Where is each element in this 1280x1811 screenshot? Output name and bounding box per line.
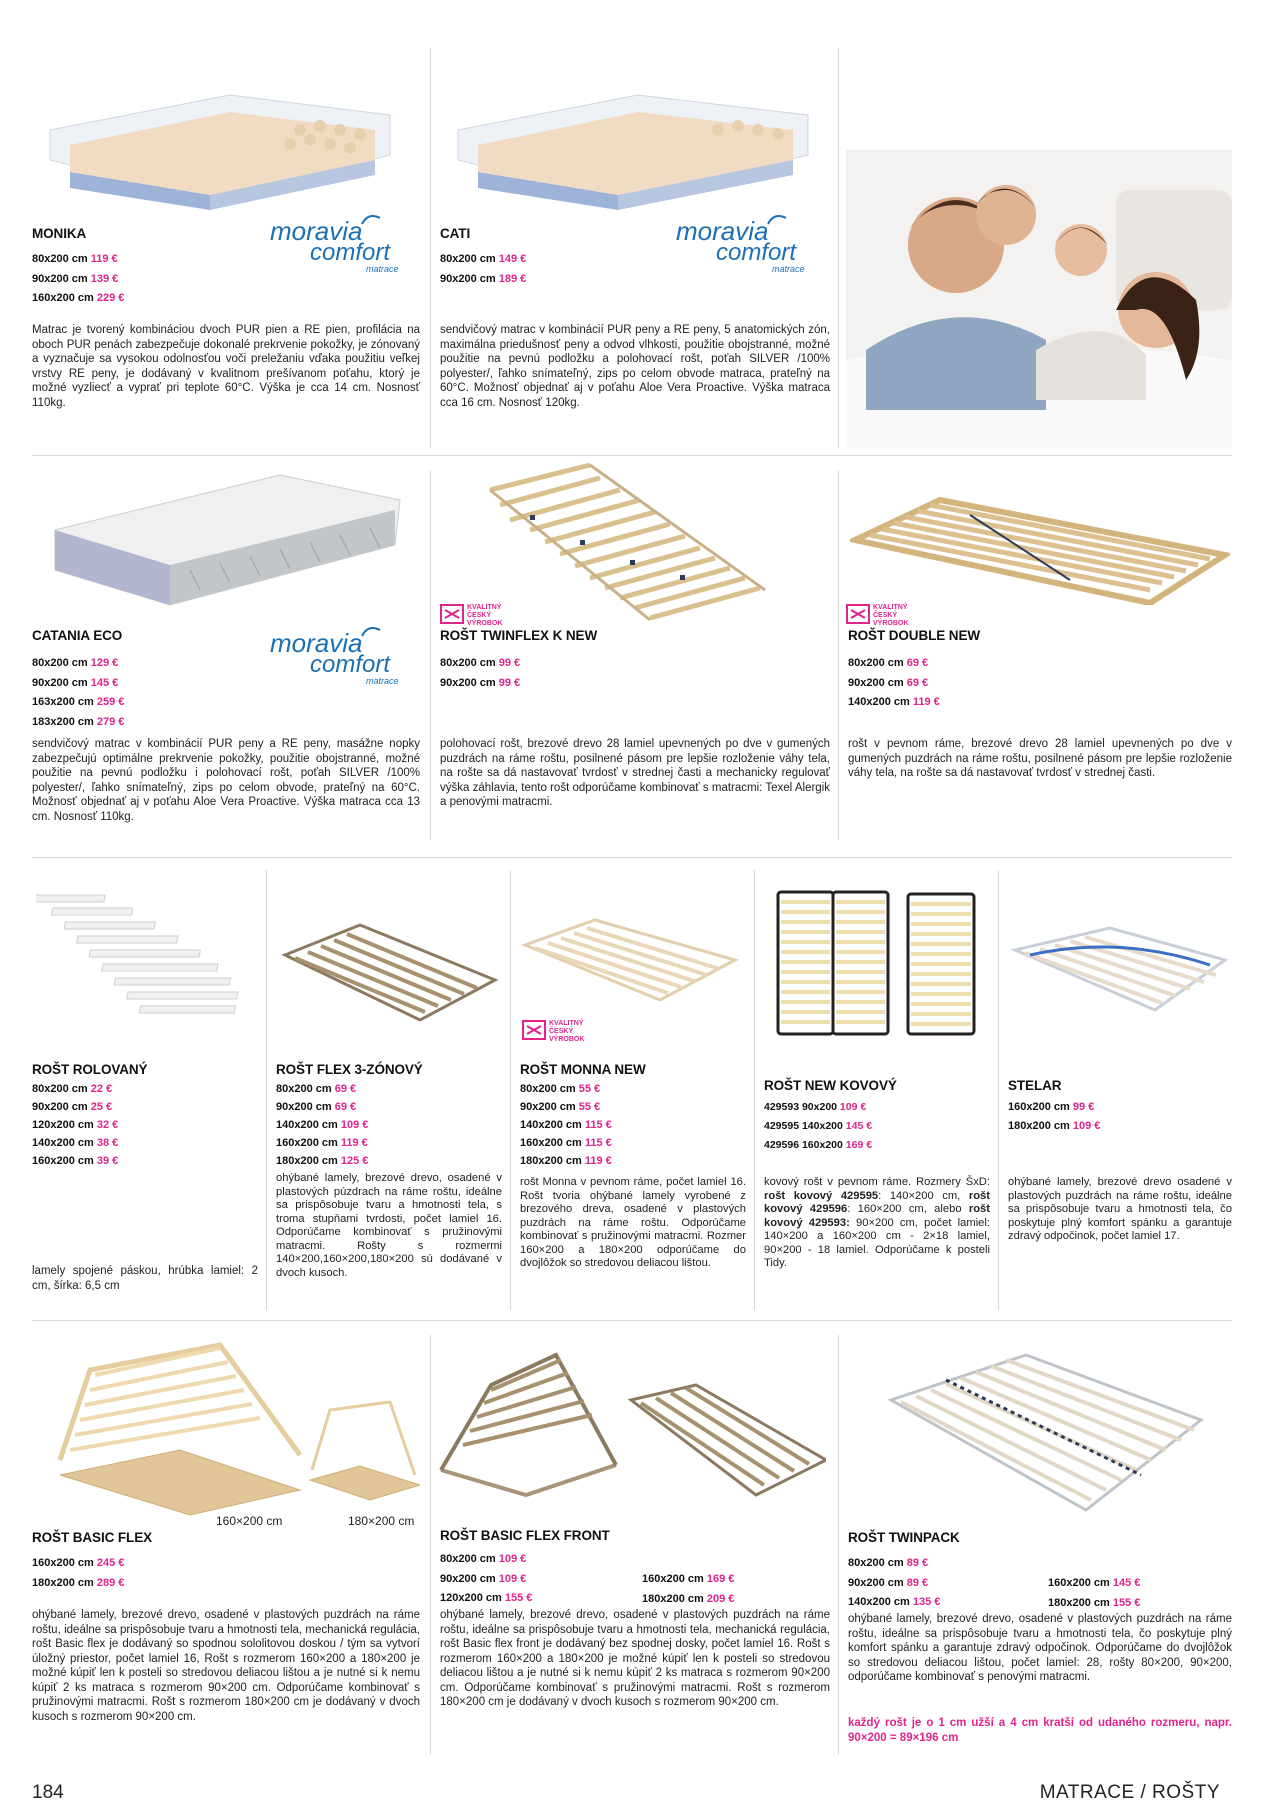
product-description: ohýbané lamely, brezové drevo osadené v plastových puzdrách na ráme roštu, ideálne sa prispôsobuje tvaru a hmotnosti tela, čo poskytuje plný komfort spánku a garantuje zdravý odpočinok, počet lamiel 17.: [1008, 1176, 1232, 1242]
metal-slatted-frame-image: [772, 888, 982, 1038]
divider: [430, 470, 431, 840]
product-description: kovový rošt v pevnom ráme. Rozmery ŠxD: rošt kovový 429595: 140×200 cm, rošt kovový 429596: 160×200 cm, alebo rošt kovový 429593: 90×200 cm, počet lamiel: 140×200 a 160×200 cm - 2×18 lamiel, 90×200 - 18 lamiel. Odporúčame k posteli Tidy.: [764, 1176, 990, 1269]
divider: [266, 870, 267, 1310]
svg-text:matrace: matrace: [772, 264, 805, 272]
product-name: ROŠT MONNA NEW: [520, 1062, 646, 1077]
product-description: Matrac je tvorený kombináciou dvoch PUR pien a RE pien, profilácia na oboch PUR penách zabezpečuje dokonalé prekrvenie pokožky, je zónovaný a vyznačuje sa vysokou odolnosťou voči preležaniu vďaka použitiu veľkej vrstvy RE peny, je dodávaný v kvalitnom prešívanom poťahu, ktorý je možné vyzliecť a vyprať pri teplote 60°C. Výška je cca 14 cm. Nosnosť 110kg.: [32, 324, 420, 409]
price-list: 80x200 cm 69 € 90x200 cm 69 € 140x200 cm 119 €: [848, 657, 940, 708]
size-note: každý rošt je o 1 cm užší a 4 cm kratší od udaného rozmeru, napr. 90×200 = 89×196 cm: [848, 1717, 1232, 1744]
family-photo: [846, 150, 1232, 448]
product-name: MONIKA: [32, 226, 87, 241]
basic-flex-frame-image: [50, 1340, 420, 1520]
monika-mattress-image: [30, 60, 410, 210]
divider: [998, 870, 999, 1310]
czech-quality-badge: [846, 600, 936, 630]
svg-text:moravia: moravia: [676, 216, 769, 246]
basic-flex-front-image: [436, 1345, 826, 1510]
stelar-slatted-frame-image: [1010, 925, 1230, 1015]
page-number: 184: [32, 1782, 64, 1803]
divider: [838, 48, 839, 448]
product-name: ROŠT TWINPACK: [848, 1530, 960, 1545]
price-list: 80x200 cm 99 € 90x200 cm 99 €: [440, 657, 521, 689]
svg-text:ČESKÝ: ČESKÝ: [467, 612, 492, 619]
price-list: 160x200 cm 169 € 180x200 cm 209 €: [642, 1573, 735, 1605]
divider: [32, 455, 1232, 456]
svg-text:KVALITNÝ: KVALITNÝ: [873, 604, 908, 611]
twinpack-frame-image: [886, 1350, 1206, 1515]
czech-quality-badge: [522, 1016, 612, 1046]
product-name: CATI: [440, 226, 471, 241]
double-slatted-frame-image: [850, 495, 1230, 605]
divider: [430, 1335, 431, 1755]
price-list: 80x200 cm 69 € 90x200 cm 69 € 140x200 cm 109 € 160x200 cm 119 € 180x200 cm 125 €: [276, 1083, 369, 1167]
svg-text:moravia: moravia: [270, 216, 363, 246]
price-list: 80x200 cm 109 € 90x200 cm 109 € 120x200 cm 155 €: [440, 1553, 533, 1604]
svg-text:comfort: comfort: [310, 239, 391, 266]
product-description: sendvičový matrac v kombinácií PUR peny a RE peny, 5 anatomických zón, maximálna priedušnosť peny a odvod vlhkosti, použitie obojstranné, možné použitie na pevnú podložku a polohovací rošt, poťah SILVER /100% polyester/, ľahko snímateľný, zips po celom obvode matraca, prateľný na 60°C. Možnosť objednať aj v poťahu Aloe Vera Proactive. Výška matraca cca 16 cm. Nosnosť 120kg.: [440, 324, 830, 409]
section-title: MATRACE / ROŠTY: [1039, 1782, 1220, 1803]
divider: [838, 470, 839, 840]
product-description: sendvičový matrac v kombinácií PUR peny a RE peny, masážne nopky zabezpečujú optimálne prekrvenie pokožky, použitie obojstranné, možné použitie na pevnú podložku i polohovací rošt, poťah SILVER /100% polyester/, ľahko snímateľný, zips po celom obvode, prateľný na 60°C. Možnosť objednať aj v poťahu Aloe Vera Proactive. Výška matraca cca 13 cm. Nosnosť 110kg.: [32, 738, 420, 823]
product-name: ROŠT ROLOVANÝ: [32, 1062, 148, 1077]
flex3-slatted-frame-image: [280, 920, 500, 1030]
product-description: lamely spojené páskou, hrúbka lamiel: 2 cm, šírka: 6,5 cm: [32, 1265, 258, 1292]
price-list: 80x200 cm 22 € 90x200 cm 25 € 120x200 cm 32 € 140x200 cm 38 € 160x200 cm 39 €: [32, 1083, 119, 1167]
svg-text:VÝROBOK: VÝROBOK: [873, 620, 909, 627]
svg-text:VÝROBOK: VÝROBOK: [549, 1036, 585, 1043]
svg-text:ČESKÝ: ČESKÝ: [549, 1028, 574, 1035]
size-caption: 160×200 cm: [216, 1514, 283, 1528]
product-description: rošt Monna v pevnom ráme, počet lamiel 16. Rošt tvoria ohýbané lamely vyrobené z brezového dreva, osadené v plastových puzdrách na ráme roštu. Odporúčame kombinovať s pružinovými matracmi. Rozmer 160×200 a 180×200 odporúčame do dvojlôžok so stredovou deliacou lištou.: [520, 1176, 746, 1269]
product-description: ohýbané lamely, brezové drevo, osadené v plastových puzdrách na ráme roštu, ideálne sa prispôsobuje tvaru a hmotnosti tela, mechanická regulácia, rošt Basic flex je dodávaný so spodnou sololitovou doskou / tým sa vytvorí úložný priestor, počet lamiel 16, Rošt s rozmerom 160×200 a 180×200 je možné kúpiť len k posteli so stredovou deliacou lištou a je nutné si k nemu kúpiť 2 ks matraca s rozmerom 90×200 cm. Odporúčame kombinovať s pružinovými matracmi. Rošt s rozmerom 180×200 cm je dodávaný v dvoch kusoch s rozmerom 90×200 cm.: [32, 1609, 420, 1723]
price-list: 80x200 cm 149 € 90x200 cm 189 €: [440, 253, 527, 285]
svg-text:matrace: matrace: [366, 264, 399, 272]
divider: [754, 870, 755, 1310]
cati-mattress-image: [438, 60, 828, 210]
monna-slatted-frame-image: [520, 915, 740, 1005]
price-list: 80x200 cm 129 € 90x200 cm 145 € 163x200 cm 259 € 183x200 cm 279 €: [32, 657, 125, 728]
price-list: 429593 90x200 109 € 429595 140x200 145 € 429596 160x200 169 €: [764, 1101, 873, 1151]
price-list: 160x200 cm 99 € 180x200 cm 109 €: [1008, 1101, 1101, 1132]
product-name: ROŠT TWINFLEX K NEW: [440, 628, 598, 643]
divider: [510, 870, 511, 1310]
product-description: ohýbané lamely, brezové drevo, osadené v plastových puzdrách na ráme roštu, ideálne sa prispôsobuje tvaru a hmotnosti tela, mechanická regulácia, rošt Basic flex front je dodávaný bez spodnej dosky, počet lamiel 16. Rošt s rozmerom 160×200 a 180×200 je možné kúpiť len k posteli so stredovou deliacou lištou a je nutné si k nemu kúpiť 2 ks matraca s rozmerom 90×200 cm. Odporúčame kombinovať s pružinovými matracmi. Rošt s rozmerom 180×200 cm je dodávaný v dvoch kusoch s rozmerom 90×200 cm.: [440, 1609, 830, 1708]
divider: [32, 1320, 1232, 1321]
moravia-comfort-logo: [270, 210, 410, 272]
divider: [32, 857, 1232, 858]
price-list: 80x200 cm 119 € 90x200 cm 139 € 160x200 cm 229 €: [32, 253, 125, 304]
product-description: ohýbané lamely, brezové drevo, osadené v plastových púzdrach na ráme roštu, ideálne sa prispôsobuje tvaru a hmotnosti tela, s troma stupňami tvrdosti, počet lamiel 16. Odporúčame kombinovať s pružinovými matracmi. Rošty s rozmermi 140×200,160×200,180×200 sú dodávané v dvoch kusoch.: [276, 1172, 502, 1279]
product-name: STELAR: [1008, 1078, 1062, 1093]
czech-quality-badge: [440, 600, 530, 630]
svg-text:matrace: matrace: [366, 676, 399, 684]
moravia-comfort-logo: [676, 210, 816, 272]
svg-text:ČESKÝ: ČESKÝ: [873, 612, 898, 619]
product-name: ROŠT DOUBLE NEW: [848, 628, 980, 643]
moravia-comfort-logo: [270, 622, 410, 684]
product-description: rošt v pevnom ráme, brezové drevo 28 lamiel upevnených po dve v gumených puzdrách na ráme roštu, posilnené pásom pre lepšie rozloženie váhy tela, na rošte sa dá nastavovať tvrdosť v strednej časti.: [848, 738, 1232, 779]
catania-mattress-image: [50, 470, 410, 610]
svg-text:VÝROBOK: VÝROBOK: [467, 620, 503, 627]
price-list: 80x200 cm 55 € 90x200 cm 55 € 140x200 cm 115 € 160x200 cm 115 € 180x200 cm 119 €: [520, 1083, 612, 1167]
divider: [838, 1335, 839, 1755]
roll-slats-image: [36, 890, 256, 1030]
svg-text:KVALITNÝ: KVALITNÝ: [549, 1020, 584, 1027]
product-name: ROŠT BASIC FLEX FRONT: [440, 1528, 610, 1543]
price-list: 160x200 cm 145 € 180x200 cm 155 €: [1048, 1577, 1141, 1609]
product-name: ROŠT FLEX 3-ZÓNOVÝ: [276, 1062, 423, 1077]
product-name: CATANIA ECO: [32, 628, 123, 643]
svg-text:comfort: comfort: [310, 651, 391, 678]
product-name: ROŠT BASIC FLEX: [32, 1530, 153, 1545]
product-description: ohýbané lamely, brezové drevo, osadené v plastových puzdrách na ráme roštu, ideálne sa prispôsobuje tvaru a hmotnosti tela, čo poskytuje plný komfort spánku a garantuje zdravý odpočinok. Odporúčame do dvojlôžok so stredovou deliacou lištou, počet lamiel: 28, rošty 80×200, 90×200, odporúčame kombinovať s penovými matracmi.: [848, 1613, 1232, 1683]
size-caption: 180×200 cm: [348, 1514, 415, 1528]
product-description: polohovací rošt, brezové drevo 28 lamiel upevnených po dve v gumených puzdrách na ráme roštu, posilnené pásom pre lepšie rozloženie váhy tela, na rošte sa dá nastavovať tvrdosť v strednej časti a mechanicky regulovať výška záhlavia, tento rošt odporúčame kombinovať s matracmi: Texel Alergik a penovými matracmi.: [440, 738, 830, 808]
product-name: ROŠT NEW KOVOVÝ: [764, 1078, 897, 1093]
price-list: 160x200 cm 245 € 180x200 cm 289 €: [32, 1557, 125, 1589]
svg-text:moravia: moravia: [270, 628, 363, 658]
svg-text:KVALITNÝ: KVALITNÝ: [467, 604, 502, 611]
price-list: 80x200 cm 89 € 90x200 cm 89 € 140x200 cm 135 €: [848, 1557, 941, 1608]
divider: [430, 48, 431, 448]
svg-text:comfort: comfort: [716, 239, 797, 266]
